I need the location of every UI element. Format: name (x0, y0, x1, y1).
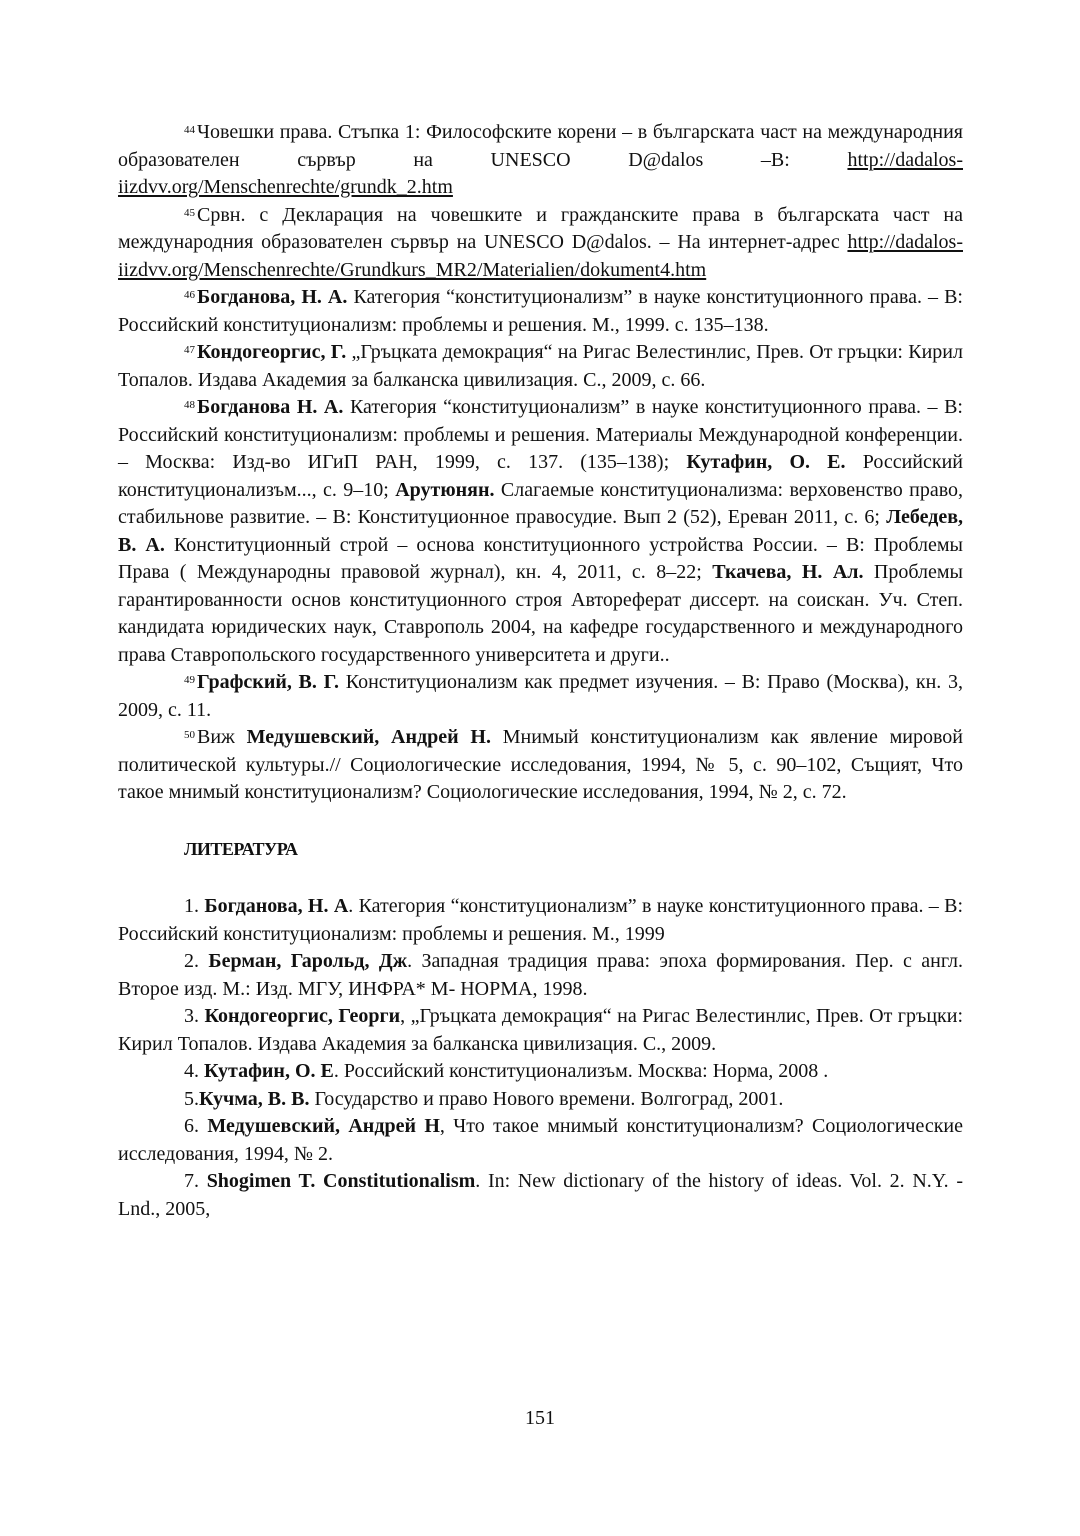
reference-author: Богданова, Н. А (204, 895, 349, 917)
reference-author: Кучма, В. В. (199, 1087, 310, 1110)
reference-author: Кутафин, О. Е (204, 1060, 334, 1082)
footnote-author: Богданова Н. А. (197, 396, 344, 418)
reference-item (118, 1058, 963, 1086)
footnote-text: Човешки права. Стъпка 1: Философските корени – в българската част на международния образователен сървър на UNESCO D@dalos –В: (118, 121, 963, 171)
footnote-48 (118, 394, 963, 669)
section-heading: ЛИТЕРАТУРА (184, 838, 298, 859)
footnote-number: 45 (184, 206, 195, 219)
reference-number: 3. (184, 1005, 205, 1027)
footnote-text: Мнимый конституционализм как явление мировой политической культуры.// Социологические исследования, 1994, № 5, с. 90–102, Същият, Что такое мнимый конституционализм? Социологические исследования, 1994, № 2, с. 72. (118, 726, 964, 803)
footnote-50 (118, 724, 963, 807)
page-number: 151 (525, 1407, 555, 1429)
reference-text: , Что такое мнимый конституционализм? Социологические исследования, 1994, № 2. (118, 1115, 964, 1165)
footnote-text: Срвн. с Декларация на човешките и гражданските права в българската част на международния образователен сървър на UNESCO D@dalos. – На интернет-адрес (118, 203, 963, 253)
reference-number: 5. (184, 1087, 199, 1110)
reference-text: . Российский конституционализъм. Москва: Норма, 2008 . (333, 1060, 829, 1082)
reference-text: . Западная традиция права: эпоха формирования. Пер. с англ. Второе изд. М.: Изд. МГУ, ИНФРА* М- НОРМА, 1998. (118, 950, 964, 1000)
footnote-author: Лебедев, В. А. (118, 506, 963, 556)
reference-text: , „Гръцката демокрация“ на Ригас Велестинлис, Прев. От гръцки: Кирил Топалов. Издава Академия за балканска цивилизация. С., 2009. (118, 1005, 964, 1055)
reference-item (118, 1113, 963, 1168)
footnote-text: Конституционализм как предмет изучения. – В: Право (Москва), кн. 3, 2009, с. 11. (118, 671, 963, 721)
footnote-45 (118, 202, 963, 285)
footnote-49 (118, 669, 963, 724)
footnote-author: Кондогеоргис, Г. (197, 341, 347, 363)
footnote-text: Российский конституционализъм..., с. 9–10; (118, 451, 963, 501)
reference-number: 1. (184, 895, 205, 917)
footnote-47 (118, 339, 963, 394)
footnote-author: Графский, В. Г. (197, 671, 340, 693)
reference-number: 7. (184, 1170, 207, 1192)
footnote-number: 50 (184, 729, 195, 741)
footnote-text: Категория “конституционализм” в науке конституционного права. – В: Российский конституционализм: проблемы и решения. Материалы Международной конференции. – Москва: Изд-во ИГиП РАН, 1999, с. 137. (135–138); (118, 396, 963, 473)
reference-author: Берман, Гарольд, Дж (208, 950, 408, 972)
footnote-author: Богданова, Н. А. (197, 286, 348, 308)
reference-author: Медушевский, Андрей Н (207, 1115, 440, 1137)
page-body (118, 119, 963, 1223)
footnote-author: Медушевский, Андрей Н. (246, 726, 491, 748)
reference-item (118, 893, 963, 948)
footnote-46 (118, 284, 963, 339)
footnote-link[interactable]: http://dadalos-iizdvv.org/Menschenrechte/grundk_2.htm (118, 148, 963, 198)
footnote-link[interactable]: http://dadalos-iizdvv.org/Menschenrechte/Grundkurs_MR2/Materialien/dokument4.htm (118, 231, 963, 281)
reference-text: . In: New dictionary of the history of ideas. Vol. 2. N.Y. -Lnd., 2005, (118, 1170, 964, 1220)
footnote-number: 48 (184, 399, 195, 411)
reference-text: Государство и право Нового времени. Волгоград, 2001. (309, 1087, 784, 1110)
reference-author: Shogimen T. Constitutionalism (206, 1170, 476, 1192)
footnote-author: Ткачева, Н. Ал. (712, 561, 864, 583)
reference-number: 2. (184, 950, 209, 972)
footnote-text: Виж (197, 726, 247, 748)
footnote-text: Слагаемые конституционализма: верховенство право, стабильнове развитие. – В: Конституционное правосудие. Вып 2 (52), Ереван 2011, с. 6; (118, 478, 963, 528)
reference-number: 4. (184, 1060, 204, 1082)
footnote-number: 47 (184, 344, 195, 356)
reference-author: Кондогеоргис, Георги (204, 1005, 401, 1027)
footnote-text: Категория “конституционализм” в науке конституционного права. – В: Российский конституционализм: проблемы и решения. М., 1999. с. 135–138. (118, 286, 963, 336)
footnote-text: „Гръцката демокрация“ на Ригас Велестинлис, Прев. От гръцки: Кирил Топалов. Издава Академия за балканска цивилизация. С., 2009, с. 66. (118, 341, 963, 391)
reference-number: 6. (184, 1115, 208, 1137)
footnote-author: Арутюнян. (395, 478, 495, 501)
footnote-number: 46 (184, 289, 195, 301)
reference-item (118, 1086, 963, 1114)
footnote-44 (118, 119, 963, 202)
footnote-number: 44 (184, 124, 195, 136)
footnote-text: Конституционный строй – основа конституционного устройства России. – В: Проблемы Права ( Международны правовой журнал), кн. 4, 2011, с. 8–22; (118, 533, 963, 583)
footnote-author: Кутафин, О. Е. (686, 451, 846, 473)
reference-item (118, 1168, 963, 1223)
footnote-number: 49 (184, 674, 195, 686)
reference-item (118, 948, 963, 1003)
footnote-text: Проблемы гарантированности основ конституционного строя Автореферат диссерт. на соискан. Уч. Степ. кандидата юридических наук, Ставрополь 2004, на кафедре государственного и международного права Ставропольского государственного университета и други.. (118, 561, 963, 666)
reference-item (118, 1003, 963, 1058)
reference-text: . Категория “конституционализм” в науке конституционного права. – В: Российский конституционализм: проблемы и решения. М., 1999 (118, 895, 964, 945)
